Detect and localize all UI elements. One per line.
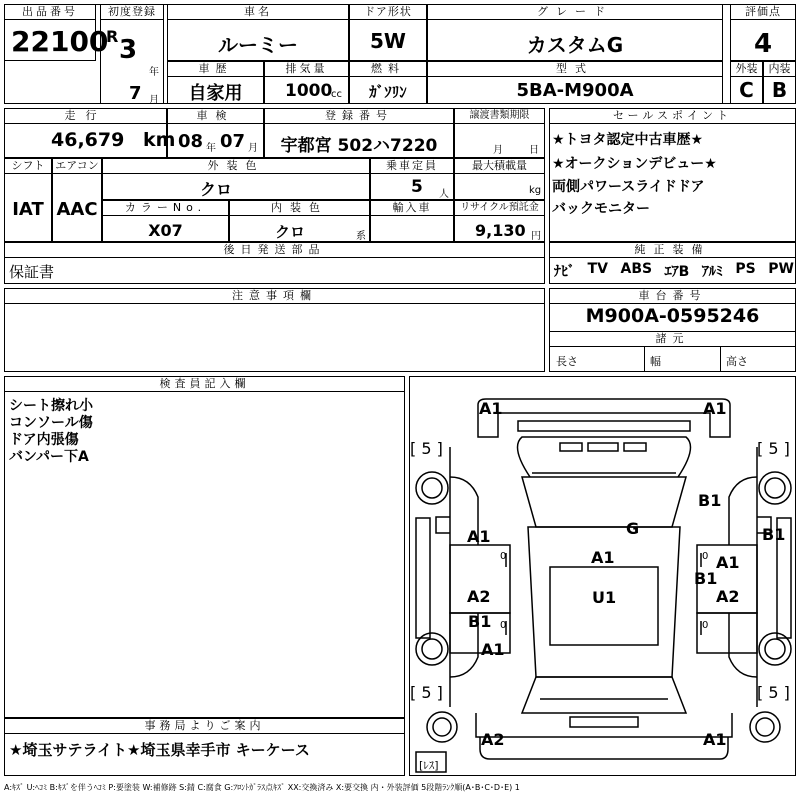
plate-value: 宇都宮 502ハ7220 bbox=[280, 136, 438, 156]
lot-cell bbox=[4, 4, 109, 61]
door-label: ドア形状 bbox=[350, 5, 426, 20]
genuine-item: ABS bbox=[620, 261, 653, 277]
fuel-label: 燃料 bbox=[350, 62, 426, 77]
import-cell bbox=[370, 200, 454, 242]
plate-cell bbox=[264, 108, 454, 158]
ac-cell bbox=[52, 158, 102, 242]
genuine-item: TV bbox=[587, 261, 608, 277]
office-cell bbox=[4, 718, 405, 776]
car-name-label: 車名 bbox=[168, 5, 348, 20]
transfer-cell bbox=[454, 108, 545, 158]
door-cell bbox=[349, 4, 427, 61]
genuine-cell bbox=[549, 242, 796, 284]
model-value: 5BA-M900A bbox=[516, 80, 634, 101]
first-reg-label: 初度登録 bbox=[101, 5, 163, 20]
history-cell bbox=[167, 61, 264, 104]
inspector-line: ドア内張傷 bbox=[9, 432, 79, 448]
inspector-line: コンソール傷 bbox=[9, 415, 93, 431]
exterior-cell bbox=[730, 61, 763, 104]
tire-mark: [ 5 ] bbox=[410, 439, 443, 458]
office-value: ★埼玉サテライト★埼玉県幸手市 キーケース bbox=[9, 741, 310, 759]
inspection-year-unit: 年 bbox=[206, 143, 216, 154]
inspection-cell bbox=[167, 108, 264, 158]
later-parts-label: 後日発送部品 bbox=[5, 243, 544, 258]
damage-mark: U1 bbox=[592, 588, 617, 607]
damage-mark: A1 bbox=[703, 730, 727, 749]
genuine-item: ﾅﾋﾞ bbox=[554, 264, 575, 280]
damage-mark: A2 bbox=[481, 730, 505, 749]
int-color-unit: 系 bbox=[356, 231, 366, 242]
chassis-value: M900A-0595246 bbox=[585, 305, 760, 327]
inspector-label: 検査員記入欄 bbox=[5, 377, 404, 392]
first-reg-cell bbox=[100, 4, 164, 104]
inspector-line: シート擦れ小 bbox=[9, 398, 93, 414]
damage-mark: G bbox=[626, 519, 640, 538]
int-color-cell bbox=[229, 200, 370, 242]
int-color-value: クロ bbox=[274, 223, 305, 241]
damage-mark: A2 bbox=[467, 587, 491, 606]
max-load-label: 最大積載量 bbox=[455, 159, 544, 174]
sales-point-item: ★オークションデビュー★ bbox=[552, 156, 717, 172]
zero-mark: 0 bbox=[500, 551, 507, 562]
color-no-label: カラーNo. bbox=[103, 201, 228, 216]
color-no-cell bbox=[102, 200, 229, 242]
era-mark: R bbox=[106, 27, 119, 46]
transfer-label: 譲渡書類期限 bbox=[455, 109, 544, 124]
damage-mark: B1 bbox=[468, 612, 492, 631]
office-label: 事務局よりご案内 bbox=[5, 719, 404, 734]
displacement-unit: cc bbox=[331, 89, 342, 100]
tire-mark: [ 5 ] bbox=[757, 683, 790, 702]
fuel-cell bbox=[349, 61, 427, 104]
inspection-month-unit: 月 bbox=[248, 143, 258, 154]
score-value: 4 bbox=[753, 29, 773, 59]
notes-cell bbox=[4, 288, 545, 372]
chassis-cell bbox=[549, 288, 796, 372]
genuine-item: ｱﾙﾐ bbox=[701, 264, 723, 280]
fuel-value: ｶﾞｿﾘﾝ bbox=[369, 83, 407, 101]
sales-point-item: バックモニター bbox=[552, 201, 650, 217]
inspection-label: 車検 bbox=[168, 109, 263, 124]
color-no-value: X07 bbox=[148, 221, 183, 240]
interior-value: B bbox=[771, 78, 788, 102]
shift-label: シフト bbox=[5, 159, 51, 174]
spec-label: 諸元 bbox=[550, 331, 795, 347]
capacity-value: 5 bbox=[411, 177, 423, 197]
max-load-unit: kg bbox=[529, 185, 542, 196]
inspector-cell bbox=[4, 376, 405, 718]
sales-point-item: 両側パワースライドドア bbox=[552, 179, 705, 195]
model-cell bbox=[427, 61, 723, 104]
transfer-month-unit: 月 bbox=[493, 145, 503, 156]
first-reg-month: 7 bbox=[129, 83, 142, 104]
import-label: 輸入車 bbox=[371, 201, 453, 216]
capacity-cell bbox=[370, 158, 454, 200]
width-label: 幅 bbox=[650, 355, 661, 368]
notes-label: 注意事項欄 bbox=[5, 289, 544, 304]
sales-points-cell bbox=[549, 108, 796, 242]
height-label: 高さ bbox=[726, 355, 748, 368]
genuine-items bbox=[554, 261, 794, 281]
tire-mark: [ 5 ] bbox=[757, 439, 790, 458]
exterior-value: C bbox=[739, 78, 754, 102]
genuine-item: ｴｱB bbox=[664, 264, 690, 280]
damage-mark: A1 bbox=[479, 399, 503, 418]
damage-mark: B1 bbox=[694, 569, 718, 588]
spec-divider bbox=[644, 346, 645, 372]
zero-mark: 0 bbox=[500, 620, 507, 631]
ext-color-label: 外装色 bbox=[103, 159, 369, 174]
interior-cell bbox=[763, 61, 796, 104]
door-value: 5W bbox=[370, 29, 406, 53]
month-unit: 月 bbox=[149, 95, 159, 106]
plate-label: 登録番号 bbox=[265, 109, 453, 124]
chassis-label: 車台番号 bbox=[550, 289, 795, 304]
displacement-value: 1000 bbox=[285, 81, 333, 101]
recycle-cell bbox=[454, 200, 545, 242]
later-parts-value: 保証書 bbox=[9, 263, 55, 281]
mileage-label: 走行 bbox=[5, 109, 166, 124]
spare-label: [ﾚｽ] bbox=[419, 759, 439, 772]
ac-value: AAC bbox=[56, 199, 98, 220]
capacity-label: 乗車定員 bbox=[371, 159, 453, 174]
lot-value: 22100 bbox=[11, 25, 109, 58]
damage-mark: B1 bbox=[762, 525, 786, 544]
grade-label: グレード bbox=[428, 5, 722, 20]
inspection-year: 08 bbox=[178, 131, 204, 152]
model-label: 型式 bbox=[428, 62, 722, 77]
car-outline bbox=[410, 377, 797, 777]
car-diagram bbox=[409, 376, 796, 776]
sales-point-item: ★トヨタ認定中古車歴★ bbox=[552, 132, 704, 148]
recycle-unit: 円 bbox=[531, 231, 541, 242]
transfer-day-unit: 日 bbox=[529, 145, 539, 156]
exterior-label: 外装 bbox=[731, 62, 762, 77]
inspection-month: 07 bbox=[220, 131, 246, 152]
damage-mark: A1 bbox=[591, 548, 615, 567]
capacity-unit: 人 bbox=[439, 189, 449, 200]
lot-label: 出品番号 bbox=[5, 5, 95, 20]
ext-color-cell bbox=[102, 158, 370, 200]
length-label: 長さ bbox=[556, 355, 578, 368]
history-label: 車歴 bbox=[168, 62, 263, 77]
zero-mark: 0 bbox=[702, 551, 709, 562]
displacement-cell bbox=[264, 61, 349, 104]
ac-label: エアコン bbox=[53, 159, 101, 174]
genuine-label: 純正装備 bbox=[550, 243, 795, 258]
recycle-value: 9,130 bbox=[475, 221, 526, 240]
first-reg-year: 3 bbox=[119, 35, 138, 65]
zero-mark: 0 bbox=[702, 620, 709, 631]
ext-color-value: クロ bbox=[199, 180, 232, 199]
damage-mark: A1 bbox=[716, 553, 740, 572]
later-parts-cell bbox=[4, 242, 545, 284]
shift-value: IAT bbox=[12, 199, 44, 220]
genuine-item: PS bbox=[735, 261, 756, 277]
damage-mark: B1 bbox=[698, 491, 722, 510]
spec-divider bbox=[720, 346, 721, 372]
damage-mark: A1 bbox=[703, 399, 727, 418]
score-cell bbox=[730, 4, 796, 61]
car-name-cell bbox=[167, 4, 349, 61]
max-load-cell bbox=[454, 158, 545, 200]
damage-mark: A1 bbox=[467, 527, 491, 546]
sales-points-label: セールスポイント bbox=[550, 109, 795, 124]
score-label: 評価点 bbox=[731, 5, 795, 20]
history-value: 自家用 bbox=[188, 83, 243, 104]
mileage-unit: km bbox=[143, 129, 176, 151]
damage-mark: A2 bbox=[716, 587, 740, 606]
displacement-label: 排気量 bbox=[265, 62, 348, 77]
tire-mark: [ 5 ] bbox=[410, 683, 443, 702]
interior-label: 内装 bbox=[764, 62, 795, 77]
year-unit: 年 bbox=[149, 67, 159, 78]
mileage-value: 46,679 bbox=[51, 129, 125, 151]
legend-text: A:ｷｽﾞ U:ﾍｺﾐ B:ｷｽﾞを伴うﾍｺﾐ P:要塗装 W:補修跡 S:錆 C:腐食 G:ﾌﾛﾝﾄｶﾞﾗｽ点ｷｽﾞ XX:交換済み X:要交換 内・外装評価 5段階ﾗﾝｸ順(A･B･C･D･E) 1 bbox=[4, 783, 520, 792]
inspector-line: バンパー下A bbox=[9, 449, 89, 465]
grade-cell bbox=[427, 4, 723, 61]
mileage-cell bbox=[4, 108, 176, 158]
shift-cell bbox=[4, 158, 52, 242]
car-name-value: ルーミー bbox=[218, 33, 298, 57]
recycle-label: リサイクル預託金 bbox=[455, 201, 544, 216]
damage-mark: A1 bbox=[481, 640, 505, 659]
int-color-label: 内装色 bbox=[230, 201, 369, 216]
genuine-item: PW bbox=[768, 261, 794, 277]
grade-value: カスタムG bbox=[526, 33, 624, 57]
